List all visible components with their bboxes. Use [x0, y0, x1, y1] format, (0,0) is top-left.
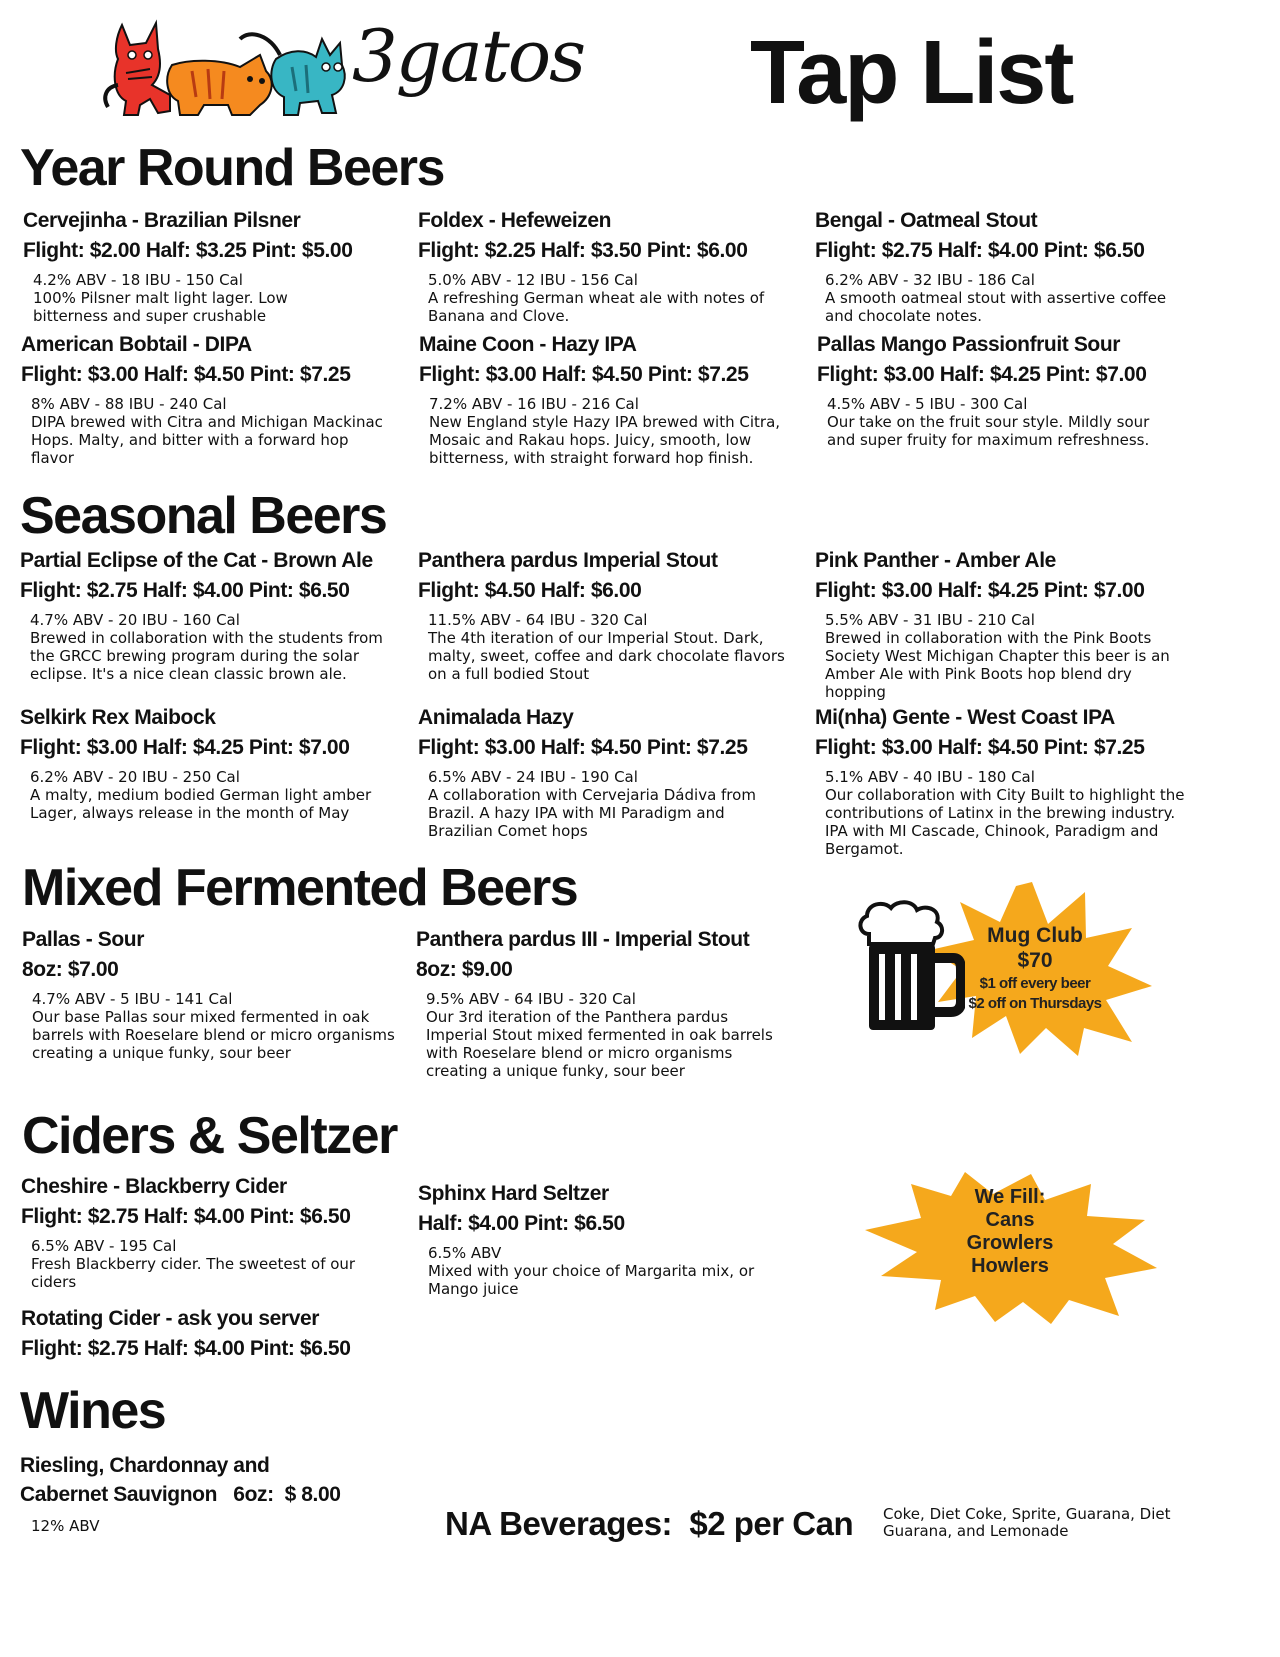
- beer-name: Rotating Cider - ask you server: [21, 1307, 320, 1330]
- na-beverages-label: NA Beverages: $2 per Can: [445, 1505, 854, 1542]
- beer-name: Maine Coon - Hazy IPA: [419, 333, 637, 356]
- beer-price: Flight: $2.75 Half: $4.00 Pint: $6.50: [20, 579, 350, 602]
- mug-club-line1: $1 off every beer: [979, 975, 1091, 992]
- beer-item: [815, 707, 1200, 858]
- beer-desc: The 4th iteration of our Imperial Stout. Dark, malty, sweet, coffee and dark chocolate flavors on a full bodied Stout: [428, 629, 785, 683]
- beer-stats: 5.5% ABV - 31 IBU - 210 Cal: [825, 611, 1035, 629]
- beer-item: [815, 210, 1200, 325]
- beer-item: [418, 210, 803, 325]
- beer-item: [20, 550, 405, 683]
- beer-price: Half: $4.00 Pint: $6.50: [418, 1212, 625, 1235]
- beer-name: Panthera pardus Imperial Stout: [418, 549, 718, 572]
- beer-price: Flight: $4.50 Half: $6.00: [418, 579, 642, 602]
- beer-item: [21, 1308, 406, 1359]
- beer-price: Flight: $3.00 Half: $4.50 Pint: $7.25: [815, 736, 1145, 759]
- beer-item: [21, 334, 406, 467]
- beer-desc: A malty, medium bodied German light amber Lager, always release in the month of May: [30, 786, 372, 822]
- wine-line2: Cabernet Sauvignon 6oz: $ 8.00: [20, 1483, 341, 1506]
- beer-name: Pallas Mango Passionfruit Sour: [817, 333, 1121, 356]
- beer-stats: 11.5% ABV - 64 IBU - 320 Cal: [428, 611, 648, 629]
- mug-club-title: Mug Club: [987, 924, 1083, 947]
- beer-stats: 7.2% ABV - 16 IBU - 216 Cal: [429, 395, 639, 413]
- beer-stats: 4.5% ABV - 5 IBU - 300 Cal: [827, 395, 1028, 413]
- beer-price: Flight: $3.00 Half: $4.50 Pint: $7.25: [418, 736, 748, 759]
- beer-price: Flight: $3.00 Half: $4.25 Pint: $7.00: [817, 363, 1147, 386]
- beer-stats: 4.2% ABV - 18 IBU - 150 Cal: [33, 271, 243, 289]
- beer-price: Flight: $2.25 Half: $3.50 Pint: $6.00: [418, 239, 748, 262]
- beer-mug-icon: [855, 900, 965, 1040]
- cats-logo-icon: [100, 15, 350, 120]
- section-heading-wines: Wines: [20, 1382, 166, 1440]
- beer-item: [418, 1183, 803, 1298]
- beer-stats: 4.7% ABV - 20 IBU - 160 Cal: [30, 611, 240, 629]
- beer-item: [817, 334, 1202, 449]
- beer-item: [416, 929, 801, 1080]
- beer-desc: 100% Pilsner malt light lager. Low bitterness and super crushable: [33, 289, 288, 325]
- beer-price: Flight: $2.75 Half: $4.00 Pint: $6.50: [21, 1337, 351, 1360]
- beer-item: [20, 707, 405, 822]
- beer-desc: Mixed with your choice of Margarita mix, or Mango juice: [428, 1262, 755, 1298]
- beer-stats: 6.2% ABV - 20 IBU - 250 Cal: [30, 768, 240, 786]
- beer-desc: Our 3rd iteration of the Panthera pardus Imperial Stout mixed fermented in oak barrels with Roeselare blend or micro organisms creating a unique funky, sour beer: [426, 1008, 773, 1080]
- mug-club-badge: [850, 878, 1155, 1058]
- beer-name: Mi(nha) Gente - West Coast IPA: [815, 706, 1115, 729]
- beer-name: Bengal - Oatmeal Stout: [815, 209, 1038, 232]
- beer-stats: 5.1% ABV - 40 IBU - 180 Cal: [825, 768, 1035, 786]
- beer-name: Foldex - Hefeweizen: [418, 209, 612, 232]
- section-heading-seasonal: Seasonal Beers: [20, 487, 387, 545]
- beer-price: 8oz: $7.00: [22, 958, 119, 981]
- beer-name: Pink Panther - Amber Ale: [815, 549, 1056, 572]
- we-fill-badge: [855, 1170, 1160, 1325]
- beer-name: Sphinx Hard Seltzer: [418, 1182, 609, 1205]
- we-fill-line1: We Fill:: [974, 1186, 1046, 1208]
- beer-desc: Our base Pallas sour mixed fermented in oak barrels with Roeselare blend or micro organisms creating a unique funky, sour beer: [32, 1008, 395, 1062]
- beer-desc: Fresh Blackberry cider. The sweetest of our ciders: [31, 1255, 356, 1291]
- beer-desc: A refreshing German wheat ale with notes of Banana and Clove.: [428, 289, 765, 325]
- beer-price: Flight: $3.00 Half: $4.25 Pint: $7.00: [815, 579, 1145, 602]
- beer-price: Flight: $3.00 Half: $4.25 Pint: $7.00: [20, 736, 350, 759]
- we-fill-line3: Growlers: [966, 1232, 1054, 1254]
- beer-name: Cervejinha - Brazilian Pilsner: [23, 209, 301, 232]
- na-beverages-list: Coke, Diet Coke, Sprite, Guarana, Diet Guarana, and Lemonade: [883, 1505, 1171, 1540]
- beer-name: Partial Eclipse of the Cat - Brown Ale: [20, 549, 373, 572]
- beer-name: Panthera pardus III - Imperial Stout: [416, 928, 750, 951]
- beer-stats: 5.0% ABV - 12 IBU - 156 Cal: [428, 271, 638, 289]
- beer-name: American Bobtail - DIPA: [21, 333, 252, 356]
- we-fill-line4: Howlers: [971, 1255, 1049, 1277]
- beer-stats: 6.5% ABV - 24 IBU - 190 Cal: [428, 768, 638, 786]
- beer-stats: 8% ABV - 88 IBU - 240 Cal: [31, 395, 227, 413]
- mug-club-price: $70: [1017, 949, 1053, 972]
- brand-name: 3gatos: [352, 14, 585, 98]
- logo: [100, 15, 350, 120]
- beer-item: [419, 334, 804, 467]
- beer-stats: 6.2% ABV - 32 IBU - 186 Cal: [825, 271, 1035, 289]
- beer-item: [22, 929, 407, 1062]
- beer-name: Cheshire - Blackberry Cider: [21, 1175, 287, 1198]
- beer-name: Selkirk Rex Maibock: [20, 706, 216, 729]
- beer-item: [23, 210, 408, 325]
- beer-desc: A collaboration with Cervejaria Dádiva from Brazil. A hazy IPA with MI Paradigm and Brazilian Comet hops: [428, 786, 756, 840]
- beer-desc: A smooth oatmeal stout with assertive coffee and chocolate notes.: [825, 289, 1167, 325]
- beer-desc: New England style Hazy IPA brewed with Citra, Mosaic and Rakau hops. Juicy, smooth, low bitterness, with straight forward hop finish.: [429, 413, 781, 467]
- beer-stats: 6.5% ABV - 195 Cal: [31, 1237, 177, 1255]
- beer-name: Animalada Hazy: [418, 706, 574, 729]
- page-title: Tap List: [750, 23, 1073, 123]
- beer-name: Pallas - Sour: [22, 928, 145, 951]
- beer-item: [418, 550, 803, 683]
- beer-price: Flight: $3.00 Half: $4.50 Pint: $7.25: [21, 363, 351, 386]
- mug-club-line2: $2 off on Thursdays: [968, 995, 1102, 1012]
- section-heading-year-round: Year Round Beers: [20, 139, 444, 197]
- beer-desc: Our take on the fruit sour style. Mildly sour and super fruity for maximum refreshness.: [827, 413, 1150, 449]
- beer-item: [21, 1176, 406, 1291]
- beer-price: Flight: $3.00 Half: $4.50 Pint: $7.25: [419, 363, 749, 386]
- we-fill-line2: Cans: [985, 1209, 1035, 1231]
- beer-item: [815, 550, 1200, 701]
- beer-desc: DIPA brewed with Citra and Michigan Mackinac Hops. Malty, and bitter with a forward hop flavor: [31, 413, 383, 467]
- section-heading-ciders: Ciders & Seltzer: [22, 1107, 397, 1165]
- beer-desc: Brewed in collaboration with the students from the GRCC brewing program during the solar eclipse. It's a nice clean classic brown ale.: [30, 629, 383, 683]
- beer-price: Flight: $2.75 Half: $4.00 Pint: $6.50: [21, 1205, 351, 1228]
- beer-price: 8oz: $9.00: [416, 958, 513, 981]
- wine-abv: 12% ABV: [31, 1517, 100, 1535]
- beer-stats: 6.5% ABV: [428, 1244, 502, 1262]
- beer-stats: 9.5% ABV - 64 IBU - 320 Cal: [426, 990, 636, 1008]
- section-heading-mixed: Mixed Fermented Beers: [22, 859, 578, 917]
- beer-item: [418, 707, 803, 840]
- wine-line1: Riesling, Chardonnay and: [20, 1454, 270, 1477]
- beer-desc: Our collaboration with City Built to highlight the contributions of Latinx in the brewing industry. IPA with MI Cascade, Chinook, Paradigm and Bergamot.: [825, 786, 1185, 858]
- beer-price: Flight: $2.75 Half: $4.00 Pint: $6.50: [815, 239, 1145, 262]
- beer-stats: 4.7% ABV - 5 IBU - 141 Cal: [32, 990, 233, 1008]
- beer-desc: Brewed in collaboration with the Pink Boots Society West Michigan Chapter this beer is an Amber Ale with Pink Boots hop blend dry hopping: [825, 629, 1170, 701]
- beer-price: Flight: $2.00 Half: $3.25 Pint: $5.00: [23, 239, 353, 262]
